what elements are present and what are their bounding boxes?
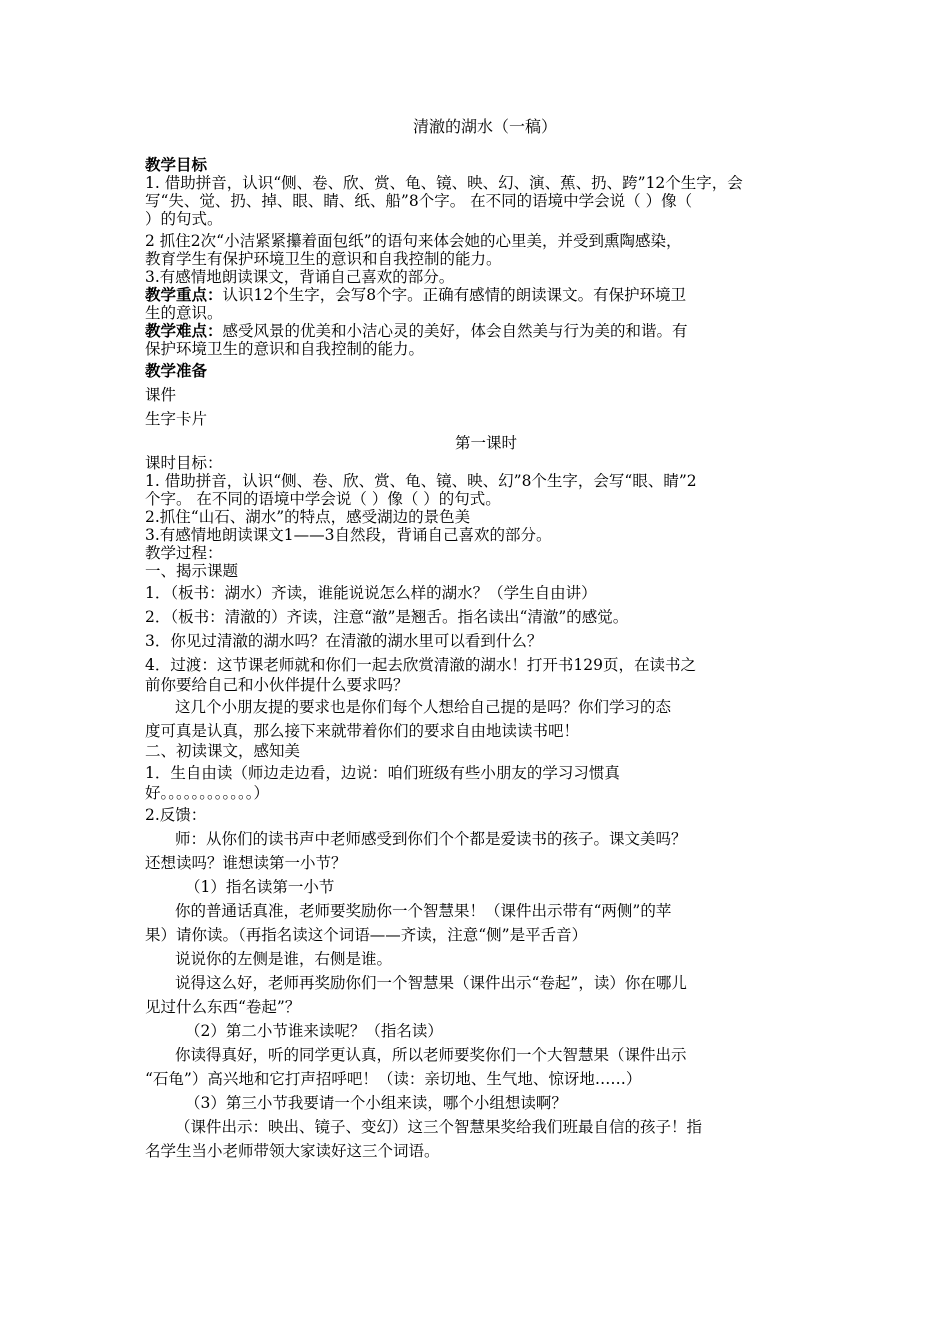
difficult-points-cont: 保护环境卫生的意识和自我控制的能力。: [145, 340, 425, 358]
key-points-label: 教学重点：: [145, 285, 223, 304]
heading-teaching-goals: 教学目标: [145, 155, 208, 174]
paragraph: 这几个小朋友提的要求也是你们每个人想给自己提的是吗？你们学习的态: [175, 698, 672, 716]
paragraph: （3）第三小节我要请一个小组来读，哪个小组想读啊？: [185, 1094, 567, 1112]
document-title: 清澈的湖水（一稿）: [412, 117, 557, 136]
lesson-goal-line: 1. 借助拼音，认识“侧、卷、欣、赏、龟、镜、映、幻”8个生字，会写“眼、睛”2: [145, 472, 697, 490]
paragraph: “石龟”）高兴地和它打声招呼吧！（读：亲切地、生气地、惊讶地……）: [145, 1070, 642, 1088]
goal-line: 3.有感情地朗读课文，背诵自己喜欢的部分。: [145, 268, 455, 286]
key-points: [145, 286, 817, 304]
paragraph: 3．你见过清澈的湖水吗？在清澈的湖水里可以看到什么？: [145, 632, 543, 650]
section-heading: 二、初读课文，感知美: [145, 742, 301, 760]
difficult-points-label: 教学难点：: [145, 321, 223, 340]
prep-item: 生字卡片: [145, 410, 208, 428]
difficult-points: [145, 322, 817, 340]
paragraph: （课件出示：映出、镜子、变幻）这三个智慧果奖给我们班最自信的孩子！指: [175, 1118, 703, 1136]
paragraph: 好。。。。。。。。。。。。）: [145, 784, 270, 802]
paragraph: 4．过渡：这节课老师就和你们一起去欣赏清澈的湖水！打开书129页，在读书之: [145, 656, 696, 674]
goal-line: 写“失、觉、扔、掉、眼、睛、纸、船”8个字。 在不同的语境中学会说（ ）像（: [145, 192, 693, 210]
lesson-goal-line: 2.抓住“山石、湖水”的特点，感受湖边的景色美: [145, 508, 471, 526]
prep-item: 课件: [145, 386, 177, 404]
lesson-goals-label: 课时目标：: [145, 454, 223, 472]
paragraph: 师：从你们的读书声中老师感受到你们个个都是爱读书的孩子。课文美吗？: [175, 830, 687, 848]
heading-teaching-prep: 教学准备: [145, 361, 208, 380]
paragraph: 见过什么东西“卷起”？: [145, 998, 301, 1016]
document-page: [145, 118, 817, 1162]
paragraph: 果）请你读。（再指名读这个词语——齐读，注意“侧”是平舌音）: [145, 926, 588, 944]
goal-line: 1. 借助拼音，认识“侧、卷、欣、赏、龟、镜、映、幻、演、蕉、扔、跨”12个生字，会: [145, 174, 743, 192]
key-points-text: 认识12个生字，会写8个字。正确有感情的朗读课文。有保护环境卫: [222, 286, 687, 304]
paragraph: 度可真是认真，那么接下来就带着你们的要求自由地读读书吧！: [145, 722, 580, 740]
paragraph: 说说你的左侧是谁，右侧是谁。: [175, 950, 393, 968]
lesson-goal-line: 个字。 在不同的语境中学会说（ ）像（ ）的句式。: [145, 490, 501, 508]
lesson-heading: 第一课时: [454, 434, 517, 452]
section-heading: 一、揭示课题: [145, 562, 239, 580]
paragraph: 1．生自由读（师边走边看，边说：咱们班级有些小朋友的学习习惯真: [145, 764, 620, 782]
lesson-goal-line: 3.有感情地朗读课文1——3自然段，背诵自己喜欢的部分。: [145, 526, 552, 544]
paragraph: 前你要给自己和小伙伴提什么要求吗？: [145, 676, 409, 694]
paragraph: 你读得真好，听的同学更认真，所以老师要奖你们一个大智慧果（课件出示: [175, 1046, 687, 1064]
goal-line: 教育学生有保护环境卫生的意识和自我控制的能力。: [145, 250, 502, 268]
paragraph: 还想读吗？谁想读第一小节？: [145, 854, 347, 872]
key-points-cont: 生的意识。: [145, 304, 223, 322]
process-label: 教学过程：: [145, 544, 223, 562]
paragraph: （1）指名读第一小节: [185, 878, 335, 896]
goal-line: 2 抓住2次“小洁紧紧攥着面包纸”的语句来体会她的心里美，并受到熏陶感染，: [145, 232, 682, 250]
paragraph: 名学生当小老师带领大家读好这三个词语。: [145, 1142, 440, 1160]
goal-line: ）的句式。: [145, 210, 223, 228]
paragraph: 说得这么好，老师再奖励你们一个智慧果（课件出示“卷起”，读）你在哪儿: [175, 974, 687, 992]
paragraph: 你的普通话真准，老师要奖励你一个智慧果！（课件出示带有“两侧”的苹: [175, 902, 672, 920]
paragraph: （2）第二小节谁来读呢？（指名读）: [185, 1022, 443, 1040]
paragraph: 1．（板书：湖水）齐读，谁能说说怎么样的湖水？（学生自由讲）: [145, 584, 597, 602]
difficult-points-text: 感受风景的优美和小洁心灵的美好，体会自然美与行为美的和谐。有: [222, 322, 688, 340]
paragraph: 2．（板书：清澈的）齐读，注意“澈”是翘舌。指名读出“清澈”的感觉。: [145, 608, 629, 626]
paragraph: 2.反馈：: [145, 806, 207, 824]
